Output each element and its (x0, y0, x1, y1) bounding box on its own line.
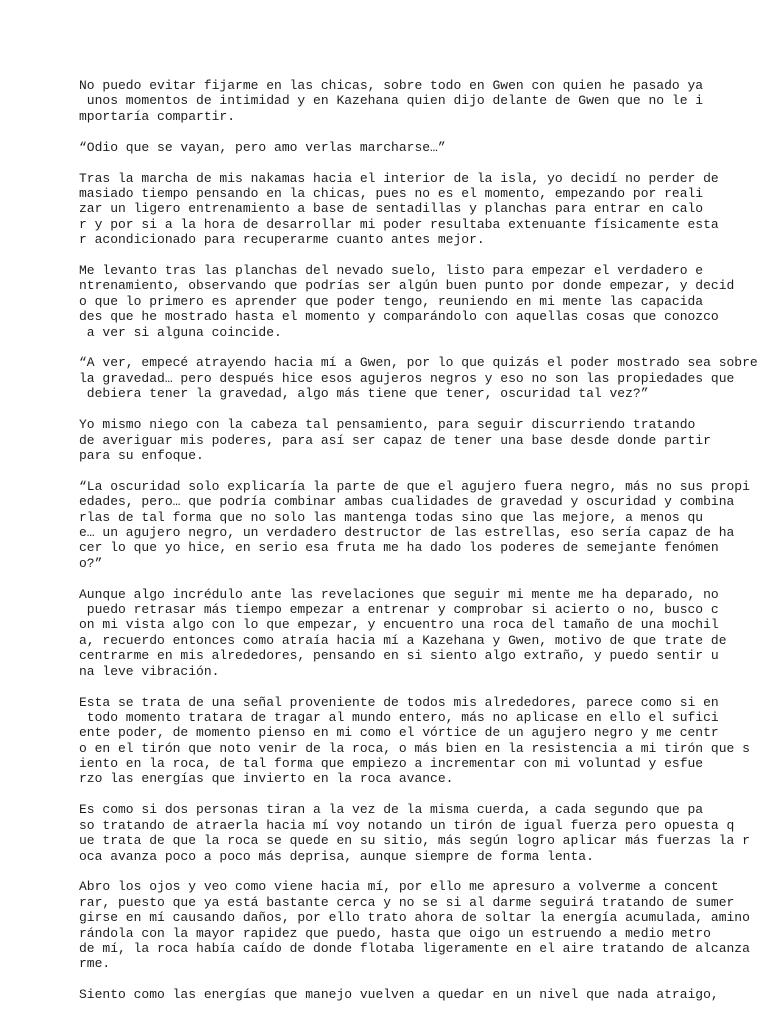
text-line: o?” (79, 555, 103, 571)
text-line: todo momento tratara de tragar al mundo entero, más no aplicase en ello el sufici (79, 709, 719, 725)
paragraph (79, 417, 759, 463)
text-line: rlas de tal forma que no solo las mantenga todas sino que las mejore, a menos qu (79, 509, 704, 525)
text-line: rme. (79, 956, 111, 972)
text-line: ntrenamiento, observando que podrías ser algún buen punto por donde empezar, y decid (79, 278, 735, 294)
text-line: de averiguar mis poderes, para así ser capaz de tener una base desde donde partir (79, 432, 711, 448)
text-line: “A ver, empecé atrayendo hacia mí a Gwen, por lo que quizás el poder mostrado sea sobre (79, 355, 758, 371)
text-line: e… un agujero negro, un verdadero destructor de las estrellas, eso sería capaz de ha (79, 524, 735, 540)
document-body (79, 78, 759, 1018)
text-line: ue trata de que la roca se quede en su sitio, más según logro aplicar más fuerzas la r (79, 833, 750, 849)
text-line: edades, pero… que podría combinar ambas cualidades de gravedad y oscuridad y combina (79, 494, 735, 510)
text-line: girse en mí causando daños, por ello trato ahora de soltar la energía acumulada, amino (79, 910, 750, 926)
text-line: rándola con la mayor rapidez que puedo, hasta que oigo un estruendo a medio metro (79, 925, 711, 941)
paragraph (79, 171, 759, 248)
text-line: Aunque algo incrédulo ante las revelaciones que seguir mi mente me ha deparado, no (79, 586, 719, 602)
text-line: oca avanza poco a poco más deprisa, aunque siempre de forma lenta. (79, 848, 594, 864)
text-line: “Odio que se vayan, pero amo verlas marcharse…” (79, 139, 446, 155)
text-line: No puedo evitar fijarme en las chicas, sobre todo en Gwen con quien he pasado ya (79, 78, 704, 93)
text-line: “La oscuridad solo explicaría la parte de que el agujero fuera negro, más no sus propi (79, 478, 750, 494)
text-line: para su enfoque. (79, 447, 204, 463)
paragraph (79, 695, 759, 787)
text-line: so tratando de atraerla hacia mí voy notando un tirón de igual fuerza pero opuesta q (79, 817, 735, 833)
text-line: Esta se trata de una señal proveniente de todos mis alrededores, parece como si en (79, 694, 719, 710)
text-line: la gravedad… pero después hice esos agujeros negros y eso no son las propiedades que (79, 370, 735, 386)
text-line: rzo las energías que invierto en la roca avance. (79, 771, 454, 787)
text-line: Yo mismo niego con la cabeza tal pensamiento, para seguir discurriendo tratando (79, 417, 696, 433)
text-line: ente poder, de momento pienso en mi como el vórtice de un agujero negro y me centr (79, 725, 719, 741)
text-line: puedo retrasar más tiempo empezar a entrenar y comprobar si acierto o no, busco c (79, 602, 719, 618)
text-line: o en el tirón que noto venir de la roca, o más bien en la resistencia a mi tirón que s (79, 740, 750, 756)
text-line: des que he mostrado hasta el momento y comparándolo con aquellas cosas que conozco (79, 309, 719, 325)
paragraph (79, 140, 759, 155)
text-line: Me levanto tras las planchas del nevado suelo, listo para empezar el verdadero e (79, 263, 704, 279)
text-line: unos momentos de intimidad y en Kazehana quien dijo delante de Gwen que no le i (79, 93, 704, 109)
text-line: iento en la roca, de tal forma que empiezo a incrementar con mi voluntad y esfue (79, 756, 704, 772)
text-line: de mí, la roca había caído de donde flotaba ligeramente en el aire tratando de alcanza (79, 940, 750, 956)
text-line: a ver si alguna coincide. (79, 324, 282, 340)
paragraph (79, 802, 759, 864)
text-line: o que lo primero es aprender que poder tengo, reuniendo en mi mente las capacida (79, 293, 704, 309)
text-line: Es como si dos personas tiran a la vez de la misma cuerda, a cada segundo que pa (79, 802, 704, 818)
text-line: Tras la marcha de mis nakamas hacia el interior de la isla, yo decidí no perder de (79, 170, 719, 186)
text-line: r acondicionado para recuperarme cuanto antes mejor. (79, 232, 485, 248)
paragraph (79, 987, 759, 1002)
text-line: mportaría compartir. (79, 108, 236, 124)
paragraph (79, 587, 759, 679)
text-line: Abro los ojos y veo como viene hacia mí, por ello me apresuro a volverme a concent (79, 879, 719, 895)
text-line: masiado tiempo pensando en la chicas, pues no es el momento, empezando por reali (79, 185, 704, 201)
text-line: r y por si a la hora de desarrollar mi poder resultaba extenuante físicamente esta (79, 216, 719, 232)
text-line: centrarme en mis alrededores, pensando en si siento algo extraño, y puedo sentir u (79, 648, 719, 664)
paragraph (79, 879, 759, 971)
text-line: cer lo que yo hice, en serio esa fruta me ha dado los poderes de semejante fenómen (79, 540, 719, 556)
text-line: na leve vibración. (79, 663, 220, 679)
paragraph (79, 355, 759, 401)
text-line: rar, puesto que ya está bastante cerca y no se si al darme seguirá tratando de sumer (79, 894, 735, 910)
text-line: zar un ligero entrenamiento a base de sentadillas y planchas para entrar en calo (79, 201, 704, 217)
text-line: on mi vista algo con lo que empezar, y encuentro una roca del tamaño de una mochil (79, 617, 719, 633)
paragraph (79, 78, 759, 124)
text-line: Siento como las energías que manejo vuelven a quedar en un nivel que nada atraigo, (79, 987, 719, 1003)
paragraph (79, 263, 759, 340)
paragraph (79, 479, 759, 571)
text-line: a, recuerdo entonces como atraía hacia mí a Kazehana y Gwen, motivo de que trate de (79, 632, 727, 648)
text-line: debiera tener la gravedad, algo más tiene que tener, oscuridad tal vez?” (79, 386, 649, 402)
